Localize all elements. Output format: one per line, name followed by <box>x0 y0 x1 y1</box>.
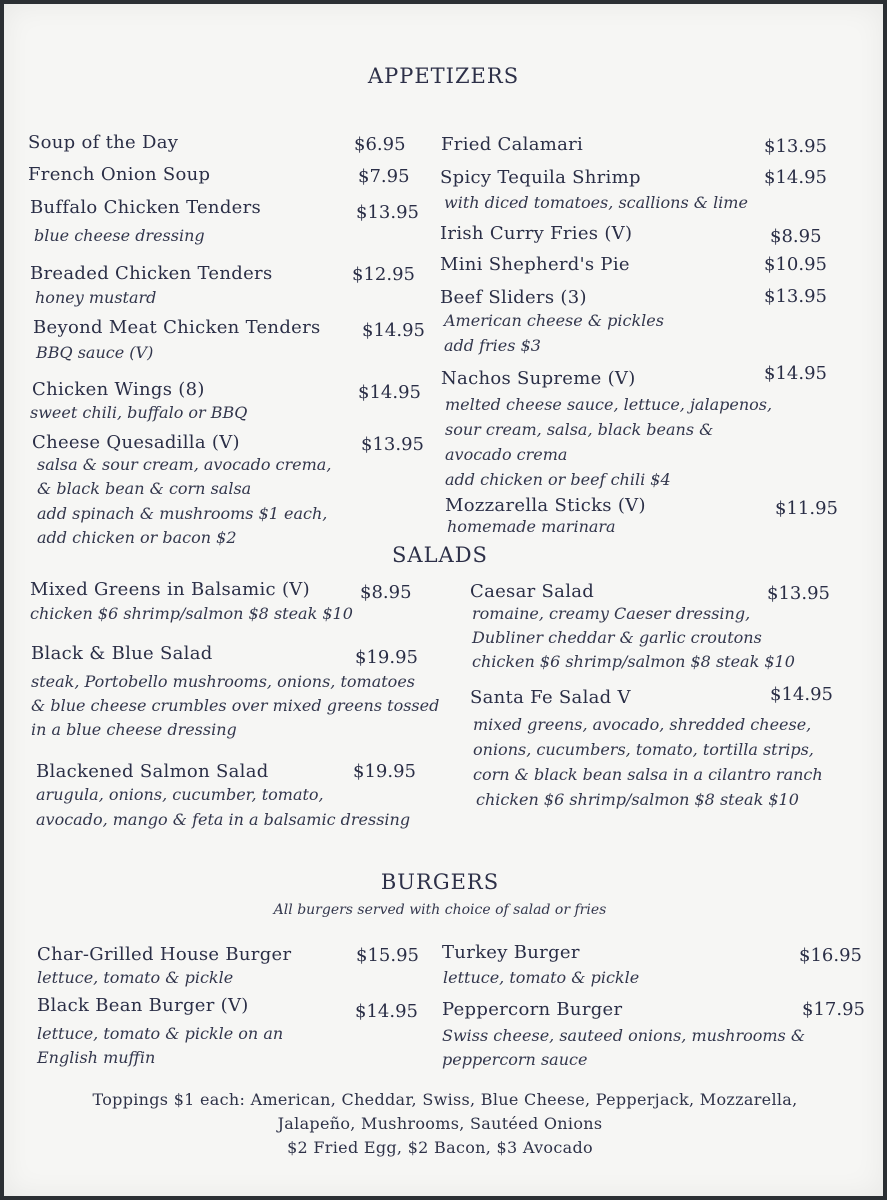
item-name: Black Bean Burger (V) <box>37 995 249 1016</box>
item-description: lettuce, tomato & pickle <box>443 968 640 987</box>
item-price: $16.95 <box>799 945 862 966</box>
item-name: Soup of the Day <box>28 132 179 153</box>
item-price: $17.95 <box>802 999 865 1020</box>
item-description: chicken $6 shrimp/salmon $8 steak $10 <box>30 604 353 623</box>
item-name: Peppercorn Burger <box>442 999 623 1020</box>
item-description: sour cream, salsa, black beans & <box>445 420 714 439</box>
item-description: melted cheese sauce, lettuce, jalapenos, <box>445 395 773 414</box>
item-name: Mozzarella Sticks (V) <box>445 495 646 516</box>
item-description: chicken $6 shrimp/salmon $8 steak $10 <box>476 790 799 809</box>
item-price: $19.95 <box>353 761 416 782</box>
item-name: Beyond Meat Chicken Tenders <box>33 317 321 338</box>
item-name: Black & Blue Salad <box>31 643 213 664</box>
item-name: Blackened Salmon Salad <box>36 761 269 782</box>
appetizers-heading: APPETIZERS <box>367 64 520 88</box>
item-name: Mini Shepherd's Pie <box>440 254 630 275</box>
item-price: $7.95 <box>358 166 410 187</box>
item-description: mixed greens, avocado, shredded cheese, <box>473 715 812 734</box>
menu-page <box>4 4 883 1196</box>
burgers-note: All burgers served with choice of salad or fries <box>273 902 607 918</box>
item-description: avocado crema <box>445 445 568 464</box>
item-name: Buffalo Chicken Tenders <box>30 197 262 218</box>
item-description: onions, cucumbers, tomato, tortilla strips, <box>473 740 814 759</box>
item-price: $11.95 <box>775 498 838 519</box>
item-description: & black bean & corn salsa <box>37 479 252 498</box>
item-price: $13.95 <box>764 136 827 157</box>
item-name: Fried Calamari <box>441 134 584 155</box>
item-price: $14.95 <box>362 320 425 341</box>
item-description: in a blue cheese dressing <box>31 720 237 739</box>
item-description: steak, Portobello mushrooms, onions, tomatoes <box>31 672 415 691</box>
item-name: Spicy Tequila Shrimp <box>440 167 641 188</box>
item-name: Char-Grilled House Burger <box>37 944 292 965</box>
item-description: lettuce, tomato & pickle on an <box>37 1024 284 1043</box>
item-price: $14.95 <box>764 363 827 384</box>
item-name: French Onion Soup <box>28 164 211 185</box>
item-description: add spinach & mushrooms $1 each, <box>37 504 328 523</box>
item-description: lettuce, tomato & pickle <box>37 968 234 987</box>
item-price: $13.95 <box>361 434 424 455</box>
item-price: $8.95 <box>360 582 412 603</box>
item-name: Santa Fe Salad V <box>470 687 631 708</box>
item-price: $10.95 <box>764 254 827 275</box>
item-name: Beef Sliders (3) <box>440 287 587 308</box>
item-description: homemade marinara <box>447 517 616 536</box>
toppings-line: Toppings $1 each: American, Cheddar, Swiss, Blue Cheese, Pepperjack, Mozzarella, <box>92 1090 798 1109</box>
item-description: avocado, mango & feta in a balsamic dressing <box>36 810 411 829</box>
item-name: Turkey Burger <box>442 942 580 963</box>
item-description: add fries $3 <box>444 336 541 355</box>
item-name: Mixed Greens in Balsamic (V) <box>30 579 310 600</box>
item-description: corn & black bean salsa in a cilantro ranch <box>473 765 823 784</box>
item-name: Caesar Salad <box>470 581 595 602</box>
item-description: arugula, onions, cucumber, tomato, <box>36 785 324 804</box>
item-description: American cheese & pickles <box>444 311 664 330</box>
toppings-line: Jalapeño, Mushrooms, Sautéed Onions <box>277 1114 603 1133</box>
item-price: $13.95 <box>767 583 830 604</box>
item-description: honey mustard <box>35 288 157 307</box>
item-price: $14.95 <box>764 167 827 188</box>
item-name: Irish Curry Fries (V) <box>440 223 633 244</box>
salads-heading: SALADS <box>392 543 488 567</box>
item-description: peppercorn sauce <box>442 1050 588 1069</box>
item-price: $14.95 <box>358 382 421 403</box>
item-description: salsa & sour cream, avocado crema, <box>37 455 332 474</box>
item-price: $14.95 <box>355 1001 418 1022</box>
item-description: add chicken or bacon $2 <box>37 528 237 547</box>
item-description: sweet chili, buffalo or BBQ <box>30 403 248 422</box>
item-price: $6.95 <box>354 134 406 155</box>
item-name: Chicken Wings (8) <box>32 379 205 400</box>
item-price: $8.95 <box>770 226 822 247</box>
item-price: $14.95 <box>770 684 833 705</box>
item-description: romaine, creamy Caeser dressing, <box>472 604 751 623</box>
burgers-heading: BURGERS <box>380 870 500 894</box>
item-name: Breaded Chicken Tenders <box>30 263 273 284</box>
item-price: $13.95 <box>356 202 419 223</box>
item-description: BBQ sauce (V) <box>36 343 154 362</box>
item-description: English muffin <box>37 1048 156 1067</box>
item-name: Cheese Quesadilla (V) <box>32 432 240 453</box>
toppings-line: $2 Fried Egg, $2 Bacon, $3 Avocado <box>287 1138 593 1157</box>
item-description: & blue cheese crumbles over mixed greens tossed <box>31 696 440 715</box>
item-description: add chicken or beef chili $4 <box>445 470 671 489</box>
item-description: Dubliner cheddar & garlic croutons <box>472 628 762 647</box>
item-price: $12.95 <box>352 264 415 285</box>
item-name: Nachos Supreme (V) <box>441 368 636 389</box>
item-price: $19.95 <box>355 647 418 668</box>
item-description: Swiss cheese, sauteed onions, mushrooms & <box>442 1026 806 1045</box>
item-description: chicken $6 shrimp/salmon $8 steak $10 <box>472 652 795 671</box>
item-description: blue cheese dressing <box>34 226 205 245</box>
item-description: with diced tomatoes, scallions & lime <box>444 193 748 212</box>
item-price: $15.95 <box>356 945 419 966</box>
item-price: $13.95 <box>764 286 827 307</box>
